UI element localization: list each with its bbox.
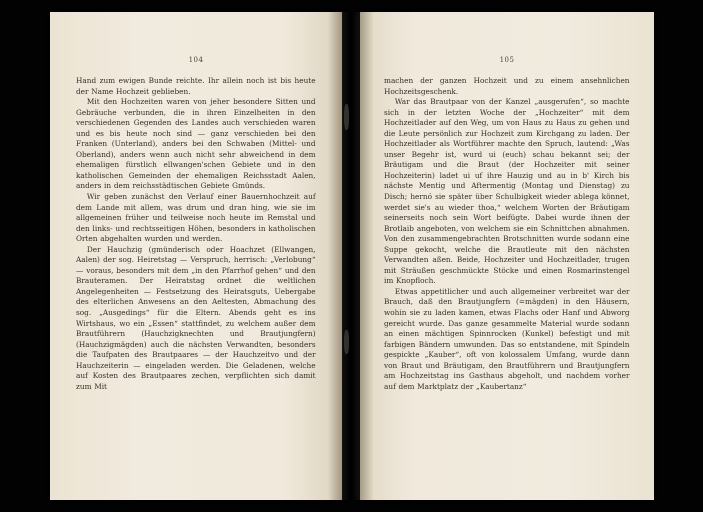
page-number-left: 104 [188,56,204,64]
page-edge-shadow [360,12,374,500]
paragraph: Mit den Hochzeiten waren von jeher besondere Sitten und Gebräuche verbunden, die in ihren Einzelheiten in den verschiedenen Gegenden des Landes auch verschieden waren und es bis heute noch sind — ganz verschieden bei den Franken (Unterland), anders bei den Schwaben (Mittel- und Oberland), anders wenn auch nicht sehr abweichend in dem ehemaligen fürstlich ellwangen'schen Gebiete und in den katholischen Gemeinden der ehemaligen Reichsstadt Aalen, anders in dem reichsstädtischen Gebiete Gmünds. [76,97,316,191]
page-number-right: 105 [499,56,515,64]
paragraph: Der Hauchzig (gmünderisch oder Hoachzet (Ellwangen, Aalen) der sog. Heiretstag — Verspruch, herrisch: „Verlobung“ — voraus, besonders mit dem „in den Pfarrhof gehen“ und den Brauteramen. Der Heiratstag ordnet die weltlichen Angelegenheiten — Festsetzung des Heiratsguts, Uebergabe des elterlichen Anwesens an den Aeltesten, Abmachung des sog. „Ausgedings“ für die Eltern. Abends geht es ins Wirtshaus, wo ein „Essen“ stattfindet, zu welchem außer dem Brautführern (Hauchzigknechten und Brautjungfern) (Hauchzigmägden) auch die nächsten Verwandten, besonders die Taufpaten des Brautpaares — der Hauchzeitvo und der Hauchzeiterin — eingeladen werden. Die Geladenen, welche auf Kosten des Brautpaares zechen, verpflichten sich damit zum Mit [76,244,316,391]
paragraph: War das Brautpaar von der Kanzel „ausgerufen“, so machte sich in der letzten Woche der „Hochzeiter“ mit dem Hochzeitlader auf den Weg, um von Haus zu Haus zu gehen und die Leute persönlich zur Hochzeit zum Kirchgang zu laden. Der Hochzeitlader als Wortführer machte den Spruch, lautend: „Was unser Begehr ist, wurd ui (euch) schau bekannt sei; der Bräutigam und die Braut (der Hochzeiter mit seiner Hochzeiterin) ladet ui uf ihre Hauzig und au in b' Kirch bis nächste Mentig und Aftermentig (Montag und Dienstag) zu Disch; hernó sie später über Schulbigkeit wieder ablega könnet, werdet sie's au wieder thoa,“ welchem Worten der Bräutigam seinerseits noch sein Wort beifügte. Dabei wurde ihnen der Brotlaib angeboten, von welchem sie ein Schnittchen abnahmen. Von den zusammengebrachten Brotschnitten wurde sodann eine Suppe gekocht, welche die Brautleute mit den nächsten Verwandten aßen. Beide, Hochzeiter und Hochzeitlader, trugen mit Sträußen geschmückte Stöcke und einen Rosmarinstengel im Knopfloch. [384,97,630,286]
left-page-text [76,76,316,392]
book-gutter [342,12,360,500]
page-curl-bottom [344,330,349,354]
left-page [50,12,342,500]
paragraph: Wir geben zunächst den Verlauf einer Bauernhochzeit auf dem Lande mit allem, was drum und dran hing, wie sie im allgemeinen früher und teilweise noch heute im Remstal und den links- und rechtsseitigen Höhen, besonders in katholischen Orten abgehalten wurden und werden. [76,192,316,244]
right-page-text [384,76,630,392]
right-page [360,12,654,500]
page-edge-shadow [328,12,342,500]
paragraph: Hand zum ewigen Bunde reichte. Ihr allein noch ist bis heute der Name Hochzeit geblieben. [76,76,316,96]
paragraph: machen der ganzen Hochzeit und zu einem ansehnlichen Hochzeitsgeschenk. [384,76,630,96]
paragraph: Etwas appetitlicher und auch allgemeiner verbreitet war der Brauch, daß den Brautjungfern (=mägden) in den Häusern, wohin sie zu laden kamen, etwas Flachs oder Hanf und Abworg gereicht wurde. Das ganze gesammelte Material wurde sodann an einen mächtigen Spinnrocken (Kunkel) befestigt und mit farbigen Bändern umwunden. Das so entstandene, mit Spindeln gespickte „Kauber“, oft von kolossalem Umfang, wurde dann von Braut und Bräutigam, den Brautführern und Brautjungfern am Hochzeitstag ins Gasthaus abgeholt, und nachdem vorher auf dem Marktplatz der „Kaubertanz“ [384,286,630,391]
page-curl-top [344,104,349,130]
